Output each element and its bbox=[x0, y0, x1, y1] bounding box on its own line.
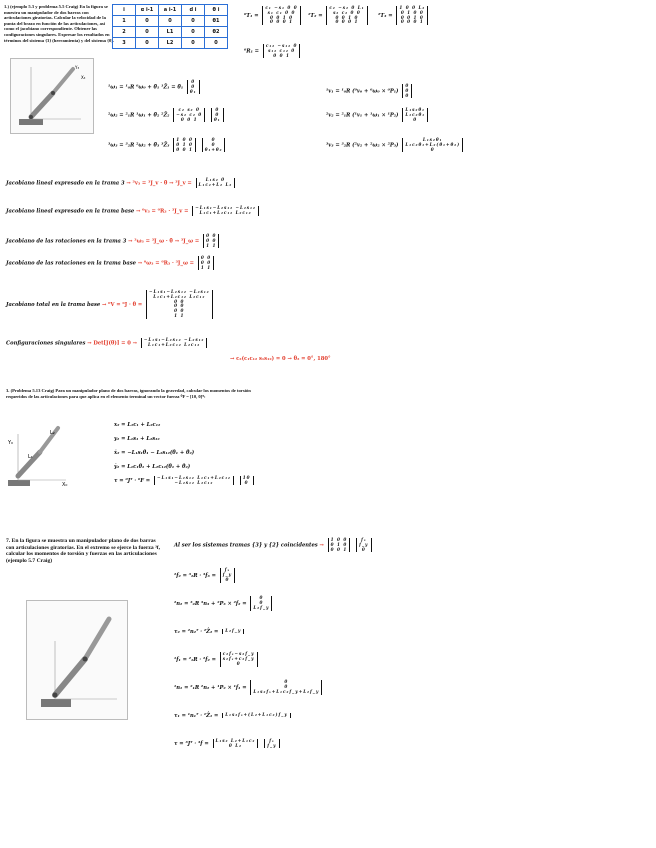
label-l2: L₂ bbox=[50, 430, 55, 436]
transform-t01: ⁰T₁ = c₁ −s₁ 0 0 s₁ c₁ 0 0 0 0 1 0 0 0 0 1 bbox=[244, 6, 303, 25]
label-x3: X₃ bbox=[81, 75, 86, 80]
planar-arm-drawing bbox=[6, 414, 80, 490]
singular-result: → c₂(c₁c₁₂ s₁s₁₂) = 0 → θ₂ = 0°, 180° bbox=[230, 356, 331, 362]
dh-header-alpha: α i-1 bbox=[136, 5, 159, 16]
two-link-arm-drawing bbox=[11, 59, 93, 133]
transform-t23: ²T₃ = 1 0 0 L₂ 0 1 0 0 0 0 1 0 0 0 0 1 bbox=[378, 6, 430, 25]
dh-parameter-table: i α i-1 a i-1 d i θ i 1 0 0 0 θ1 2 0 L1 0 θ2 3 0 L2 0 0 bbox=[112, 4, 228, 49]
omega-3-line: ³ω₃ = ³₂R ²ω₂ + θ̇₃ ³Ẑ₃ 1 0 0 0 1 0 0 0 1 0 0 θ̇₁+θ̇₂ bbox=[108, 138, 227, 152]
problem-3-equations: x₂ = L₁c₁ + L₂c₁₂ y₂ = L₁s₁ + L₂s₁₂ ẋ₂ = −L₁s₁θ̇₁ − L₂s₁₂(θ̇₁ + θ̇₂) ẏ₂ = L₁c₁θ̇₁ + L₂c₁₂(θ̇₁ + θ̇₂) τ = ⁰Jᵀ · ⁰F = −L₁s₁−L₂s₁₂ L₁c₁+L₂c₁₂ −L₂s₁₂ L₂c₁₂ 10 0 bbox=[114, 418, 256, 488]
problem-1-statement: 1.) (ejemplo 5.3 y problema 5.5 Craig) En la figura se muestra un manipulador de dos barras con articulaciones giratorias. Calcular la velocidad de la punta del brazo en función de las articulaciones, así como el jacobiano correspondiente. Obtener las configuraciones singulares. Expresar los resultados en términos del sistema {3} (herramienta) y del sistema {0}. bbox=[4, 4, 115, 43]
problem-7-equations: ²f₂ = ³₂R · ³f₃ = fₓ f_y 0 ²n₂ = ³₂R ³n₃ + ²P₃ × ²f₂ = 0 0 L₂f_y τ₂ = ²n₂ᵀ · ²Ẑ₂ = L₂f_y ¹f₁ = ²₁R · ²f₂ = c₂fₓ−s₂f_y s₂fₓ+c₂f_y 0 ¹n₁ = ²₁R ²n₂ + ¹P₂ × ¹f₁ = 0 0 L₁s₂fₓ+L₁c₂f_y+L₂f_y τ₁ = ¹n₁ᵀ · ¹Ẑ₁ = L₁s₂fₓ+(L₂+L₁c₂)f_y τ = ³Jᵀ · ³f = L₁s₂ L₂+L₁c₂ 0 L₂ fₓ f_y bbox=[174, 562, 324, 758]
section-linear-jacobian-base: Jacobiano lineal expresado en la trama base → ⁰v₃ = ⁰R₃ · ³J_v = −L₁s₁−L₂s₁₂ −L₂s₁₂ L₁c₁+L₂c₁₂ L₂c₁₂ bbox=[6, 206, 261, 216]
section-rotation-jacobian-frame3: Jacobiano de las rotaciones en la trama 3 → ³ω₃ = ³J_ω · θ̇ → ³J_ω = 0 0 0 0 1 1 bbox=[6, 234, 221, 248]
dh-header-theta: θ i bbox=[205, 5, 228, 16]
problem-7-statement: 7. En la figura se muestra un manipulador plano de dos barras con articulaciones giratorias. En el extremo se ejerce la fuerza ³f, calcular los momentos de torsión y fuerzas en las articulaciones (ejemplo 5.7 Craig) bbox=[6, 538, 161, 564]
section-singular-configurations: Configuraciones singulares → Det[J(θ)] = 0 → −L₁s₁−L₂s₁₂ −L₂s₁₂ L₁c₁+L₂c₁₂ L₂c₁₂ bbox=[6, 338, 209, 348]
dh-header-i: i bbox=[113, 5, 136, 16]
v-3-line: ³v₃ = ³₂R (²v₂ + ²ω₂ × ²P₃) L₁s₂θ̇₁ L₁c₂θ̇₁+L₂(θ̇₁+θ̇₂) 0 bbox=[326, 138, 465, 152]
robot-arm-figure-7 bbox=[26, 600, 128, 720]
v-2-line: ²v₂ = ²₁R (¹v₁ + ¹ω₁ × ¹P₂) L₁s₂θ̇₁ L₁c₂θ̇₁ 0 bbox=[326, 108, 430, 122]
rotation-r01: ⁰R₁ = c₁₂ −s₁₂ 0 s₁₂ c₁₂ 0 0 0 1 bbox=[244, 44, 302, 58]
section-linear-jacobian-frame3: Jacobiano lineal expresado en la trama 3 → ³v₃ = ³J_v · θ̇ → ³J_v = L₁s₂ 0 L₁c₂+L₂ L₂ bbox=[6, 178, 237, 188]
label-y0: Y₀ bbox=[8, 440, 14, 446]
problem-3-statement: 3. (Problema 5.13 Craig) Para un manipulador plano de dos barras, ignorando la gravedad, calcular los momentos de torsión requeridos de las articulaciones para que aplica en el elemento terminal un vector fuerza ⁰F = [10, 0]ᵀ: bbox=[6, 388, 251, 399]
problem-7-intro: Al ser los sistemas tramas {3} y {2} coincidentes → 1 0 0 0 1 0 0 0 1 fₓ f_y 0 bbox=[174, 538, 374, 552]
force-arm-drawing bbox=[27, 601, 127, 719]
transform-t12: ¹T₂ = c₂ −s₂ 0 L₁ s₂ c₂ 0 0 0 0 1 0 0 0 0 1 bbox=[308, 6, 370, 25]
dh-header-a: a i-1 bbox=[159, 5, 182, 16]
omega-1-line: ¹ω₁ = ¹₀R ⁰ω₀ + θ̇₁ ¹Ẑ₁ = θ̇₁ 0 0 θ̇₁ bbox=[108, 80, 202, 94]
robot-arm-figure-1 bbox=[10, 58, 94, 134]
dh-header-d: d i bbox=[182, 5, 205, 16]
omega-2-line: ²ω₂ = ²₁R ¹ω₁ + θ̇₂ ²Ẑ₂ c₂ s₂ 0 −s₂ c₂ 0 0 0 1 0 0 θ̇₁ bbox=[108, 108, 226, 122]
label-x0: X₀ bbox=[62, 482, 68, 488]
label-l1: L₁ bbox=[28, 454, 33, 460]
robot-arm-figure-3 bbox=[6, 414, 80, 490]
v-1-line: ¹v₁ = ¹₀R (⁰v₀ + ⁰ω₀ × ⁰P₁) 0 0 0 bbox=[326, 84, 414, 98]
label-y3: Y₃ bbox=[75, 65, 80, 70]
section-total-jacobian-base: Jacobiano total en la trama base → ⁰V = ⁰J · θ̇ = −L₁s₁−L₂s₁₂ −L₂s₁₂ L₁c₁+L₂c₁₂ L₂c₁₂ 0 0 0 0 0 0 1 1 bbox=[6, 290, 215, 319]
section-rotation-jacobian-base: Jacobiano de las rotaciones en la trama base → ⁰ω₃ = ⁰R₃ · ³J_ω = 0 0 0 0 1 1 bbox=[6, 256, 216, 270]
